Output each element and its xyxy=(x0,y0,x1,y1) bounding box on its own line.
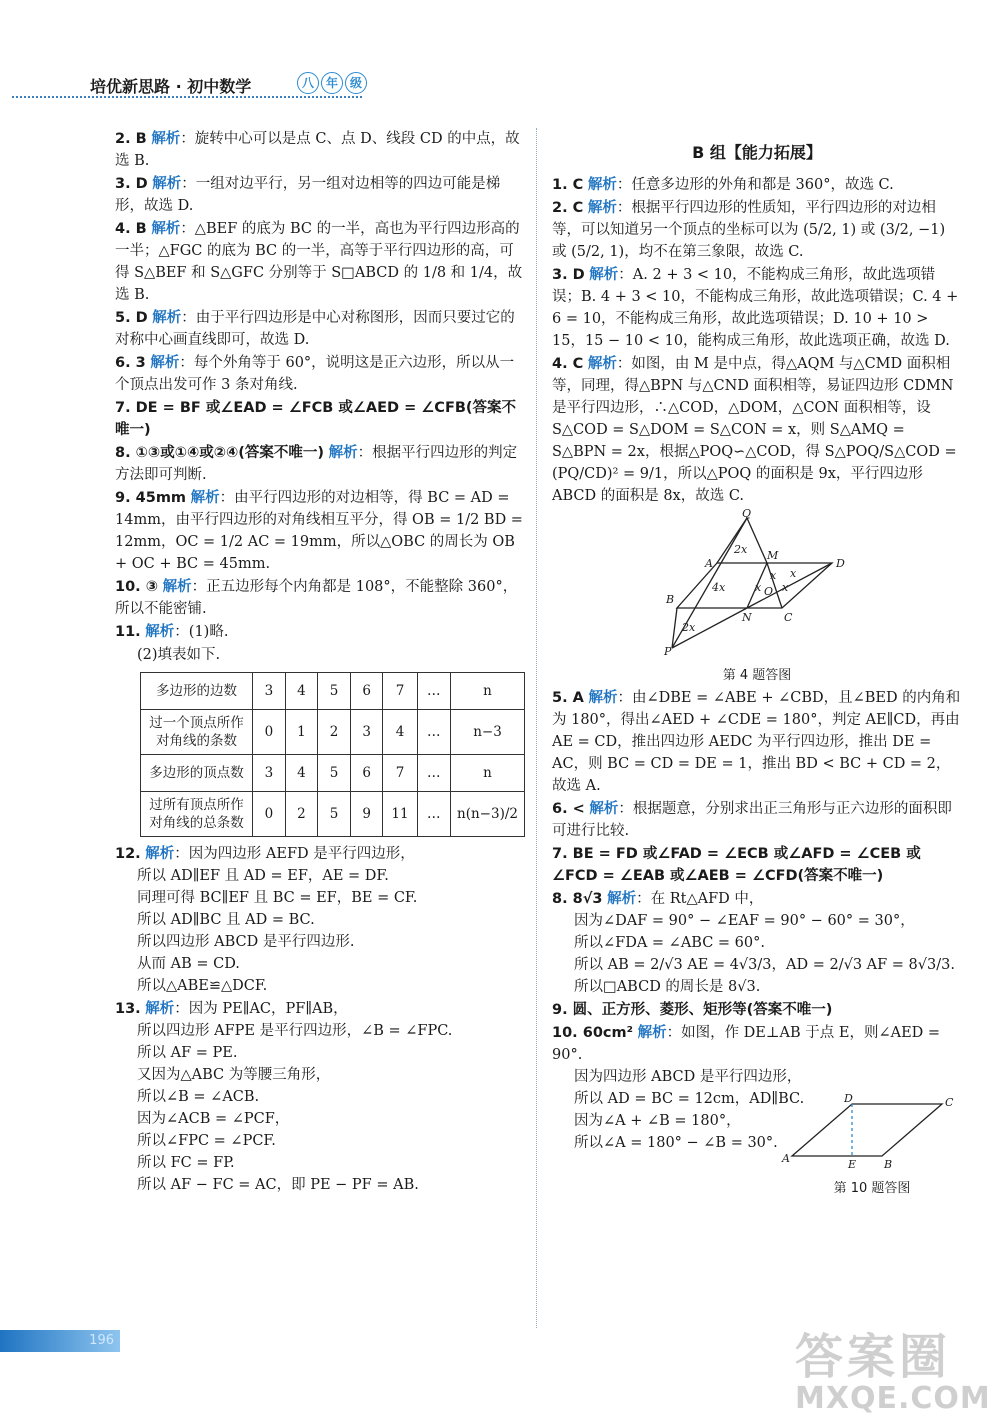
answer-text: ：△BEF 的底为 BC 的一半，高也为平行四边形高的一半；△FGC 的底为 BC 的一半，高等于平行四边形的高，可得 S△BEF 和 S△GFC 分别等于 S□ABCD 的 1/8 和 1/4，故选 B. xyxy=(115,221,523,303)
answer-line: 所以∠A = 180° − ∠B = 30°. xyxy=(574,1135,778,1151)
analysis-keyword: 解析 xyxy=(637,1025,667,1041)
answer-text: ：A. 2 + 3 < 10，不能构成三角形，故此选项错误；B. 4 + 3 < 10，不能构成三角形，故此选项错误；C. 4 + 6 = 10，不能构成三角形，故此选项错误；D. 10 + 10 > 15，15 − 10 < 10，能构成三角形，故此选项正确，故选 D. xyxy=(552,267,959,349)
page-number: 196 xyxy=(0,1330,120,1352)
answer-number: 8. 8√3 xyxy=(552,891,603,907)
answer-number: 4. C xyxy=(552,356,584,372)
answer-item xyxy=(115,173,525,217)
row-header: 过一个顶点所作对角线的条数 xyxy=(141,710,253,755)
grade-badge xyxy=(297,72,367,94)
answer-line: 因为∠A + ∠B = 180°， xyxy=(574,1113,741,1129)
right-answers xyxy=(552,174,962,507)
fig10-label: E xyxy=(848,1158,857,1171)
table-cell: … xyxy=(417,673,450,710)
answer-number: 7. DE = BF 或∠EAD = ∠FCB 或∠AED = ∠CFB(答案不唯一) xyxy=(115,400,517,438)
table-cell: 3 xyxy=(253,755,286,792)
table-cell: 5 xyxy=(318,755,351,792)
answer-line: 所以 FC = FP. xyxy=(137,1155,235,1171)
answer-number: 4. B xyxy=(115,221,147,237)
answer-line: 所以 AF − FC = AC，即 PE − PF = AB. xyxy=(137,1177,419,1193)
answer-number: 11. xyxy=(115,624,141,640)
answer-item xyxy=(552,197,962,263)
fig4-label: N xyxy=(742,611,752,624)
table-intro: (2)填表如下. xyxy=(137,647,221,663)
answer-line: 所以∠B = ∠ACB. xyxy=(137,1089,260,1105)
answer-line: ：因为 PE∥AC，PF∥AB， xyxy=(174,1001,348,1017)
table-cell: 4 xyxy=(285,755,318,792)
answer-number: 5. A xyxy=(552,690,584,706)
answer-line: 从而 AB = CD. xyxy=(137,956,240,972)
answer-number: 2. C xyxy=(552,200,584,216)
fig10-label: A xyxy=(782,1152,790,1165)
analysis-keyword: 解析 xyxy=(152,310,182,326)
table-cell: n xyxy=(451,673,525,710)
table-cell: 3 xyxy=(350,710,383,755)
answer-number: 6. 3 xyxy=(115,355,146,371)
answer-number: 13. xyxy=(115,1001,141,1017)
answer-line: ：因为四边形 AEFD 是平行四边形， xyxy=(174,846,415,862)
table-row xyxy=(141,673,525,710)
answer-text: ：根据题意，分别求出正三角形与正六边形的面积即可进行比较. xyxy=(552,801,952,839)
answer-number: 12. xyxy=(115,846,141,862)
fig4-area: 2x xyxy=(734,543,748,556)
answer-13 xyxy=(115,998,525,1196)
polygon-table xyxy=(140,672,525,837)
answer-line: ：在 Rt△AFD 中， xyxy=(636,891,764,907)
grade-char: 八 xyxy=(297,72,319,94)
table-cell: 9 xyxy=(350,792,383,837)
section-title: B 组【能力拓展】 xyxy=(692,143,822,162)
fig4-label: O xyxy=(764,585,774,598)
analysis-keyword: 解析 xyxy=(145,846,175,862)
answer-number: 7. BE = FD 或∠FAD = ∠ECB 或∠AFD = ∠CEB 或∠FCD = ∠EAB 或∠AEB = ∠CFD(答案不唯一) xyxy=(552,846,921,884)
table-cell: 4 xyxy=(383,710,417,755)
answer-number: 5. D xyxy=(115,310,148,326)
answer-item xyxy=(115,397,525,441)
answer-lines xyxy=(115,865,525,997)
answer-number: 3. D xyxy=(115,176,148,192)
analysis-keyword: 解析 xyxy=(328,445,358,461)
page-header xyxy=(12,70,392,96)
answer-text: ：任意多边形的外角和都是 360°，故选 C. xyxy=(616,177,894,193)
answer-item xyxy=(115,307,525,351)
analysis-keyword: 解析 xyxy=(588,690,618,706)
answer-text: ：旋转中心可以是点 C、点 D、线段 CD 的中点，故选 B. xyxy=(115,131,520,169)
answer-line: 所以 AF = PE. xyxy=(137,1045,238,1061)
fig4-label: C xyxy=(784,611,793,624)
answer-text: ：(1)略. xyxy=(174,624,229,640)
analysis-keyword: 解析 xyxy=(607,891,637,907)
analysis-keyword: 解析 xyxy=(587,177,617,193)
analysis-keyword: 解析 xyxy=(190,490,220,506)
analysis-keyword: 解析 xyxy=(162,579,192,595)
line-bp xyxy=(672,608,677,648)
answer-number: 3. D xyxy=(552,267,585,283)
answer-item xyxy=(115,218,525,306)
analysis-keyword: 解析 xyxy=(151,221,181,237)
table-cell: 1 xyxy=(285,710,318,755)
fig4-area: 4x xyxy=(712,581,726,594)
answer-text: ：根据平行四边形的判定方法即可判断. xyxy=(115,445,518,483)
answer-number: 10. 60cm² xyxy=(552,1025,633,1041)
fig4-area: x xyxy=(782,581,789,594)
answer-number: 9. 圆、正方形、菱形、矩形等(答案不唯一) xyxy=(552,1002,833,1018)
table-cell: n xyxy=(451,755,525,792)
watermark-logo: 答案圈 xyxy=(795,1329,952,1385)
answer-lines xyxy=(552,910,962,998)
table-cell: 7 xyxy=(383,755,417,792)
answer-8 xyxy=(552,888,962,998)
answer-number: 6. < xyxy=(552,801,585,817)
answer-text: ：由于平行四边形是中心对称图形，因而只要过它的对称中心画直线即可，故选 D. xyxy=(115,310,515,348)
analysis-keyword: 解析 xyxy=(589,801,619,817)
analysis-keyword: 解析 xyxy=(589,267,619,283)
table-cell: 3 xyxy=(253,673,286,710)
column-divider xyxy=(536,128,537,1328)
answer-number: 9. 45mm xyxy=(115,490,187,506)
answer-line: 所以△ABE≌△DCF. xyxy=(137,978,268,994)
grade-char: 级 xyxy=(345,72,367,94)
answer-item xyxy=(552,843,962,887)
figure-4 xyxy=(664,507,962,665)
table-cell: 4 xyxy=(285,673,318,710)
analysis-keyword: 解析 xyxy=(151,131,181,147)
answer-line: 因为∠DAF = 90° − ∠EAF = 90° − 60° = 30°， xyxy=(574,913,915,929)
answer-item xyxy=(115,352,525,396)
answer-10 xyxy=(552,1022,962,1196)
answer-text: ：根据平行四边形的性质知，平行四边形的对边相等，可以知道另一个顶点的坐标可以为 (5/2, 1) 或 (3/2, −1) 或 (5/2, 1)，均不在第三象限，故选 C. xyxy=(552,200,946,260)
left-answers xyxy=(115,128,525,643)
answer-line: 所以□ABCD 的周长是 8√3. xyxy=(574,979,761,995)
fig4-label: D xyxy=(836,557,845,570)
answer-text: ：由平行四边形的对边相等，得 BC = AD = 14mm，由平行四边形的对角线相互平分，得 OB = 1/2 BD = 12mm，OC = 1/2 AC = 19mm，所以△OBC 的周长为 OB + OC + BC = 45mm. xyxy=(115,490,523,572)
figure-4-caption: 第 4 题答图 xyxy=(722,668,792,683)
row-header: 多边形的顶点数 xyxy=(141,755,253,792)
answer-text: ：每个外角等于 60°，说明这是正六边形，所以从一个顶点出发可作 3 条对角线. xyxy=(115,355,515,393)
answer-text: ：由∠DBE = ∠ABE + ∠CBD，且∠BED 的内角和为 180°，得出∠AED + ∠CDE = 180°，判定 AE∥CD，再由 AE = CD，推出四边形 AEDC 为平行四边形，推出 DE = AC，则 BC = CD = DE = 1，推出 BD < BC + CD = 2，故选 A. xyxy=(552,690,961,794)
table-cell: 2 xyxy=(318,710,351,755)
table-cell: 11 xyxy=(383,792,417,837)
table-cell: … xyxy=(417,710,450,755)
answer-line: 因为∠ACB = ∠PCF， xyxy=(137,1111,290,1127)
table-cell: 2 xyxy=(285,792,318,837)
fig10-label: C xyxy=(945,1096,954,1109)
analysis-keyword: 解析 xyxy=(145,1001,175,1017)
answer-9 xyxy=(552,999,962,1021)
left-column xyxy=(115,128,525,1197)
answer-number: 8. ①③或①④或②④(答案不唯一) xyxy=(115,445,325,461)
table-cell: 5 xyxy=(318,792,351,837)
table-cell: … xyxy=(417,792,450,837)
answer-item xyxy=(552,264,962,352)
row-header: 过所有顶点所作对角线的总条数 xyxy=(141,792,253,837)
answer-12 xyxy=(115,843,525,997)
fig4-label: B xyxy=(666,593,675,606)
answer-item xyxy=(552,353,962,507)
fig4-area: 2x xyxy=(682,621,696,634)
answer-number: 10. ③ xyxy=(115,579,159,595)
answer-item xyxy=(552,687,962,797)
row-header: 多边形的边数 xyxy=(141,673,253,710)
analysis-keyword: 解析 xyxy=(152,176,182,192)
analysis-keyword: 解析 xyxy=(587,200,617,216)
header-divider xyxy=(12,96,362,98)
right-answers-2 xyxy=(552,687,962,887)
grade-char: 年 xyxy=(321,72,343,94)
answer-line: 所以∠FDA = ∠ABC = 60°. xyxy=(574,935,765,951)
answer-text: ：一组对边平行，另一组对边相等的四边可能是梯形，故选 D. xyxy=(115,176,501,214)
answer-line: ：如图，作 DE⊥AB 于点 E，则∠AED = 90°. xyxy=(552,1025,941,1063)
figure-10-caption: 第 10 题答图 xyxy=(833,1181,911,1196)
table-cell: 0 xyxy=(253,710,286,755)
right-column xyxy=(552,128,962,1196)
answer-line: 同理可得 BC∥EF 且 BC = EF，BE = CF. xyxy=(137,890,418,906)
table-cell: n−3 xyxy=(451,710,525,755)
table-cell: 0 xyxy=(253,792,286,837)
table-row xyxy=(141,755,525,792)
analysis-keyword: 解析 xyxy=(145,624,175,640)
fig4-area: x xyxy=(790,567,797,580)
table-cell: … xyxy=(417,755,450,792)
answer-lines xyxy=(115,1020,525,1196)
answer-number: 2. B xyxy=(115,131,147,147)
figure-10 xyxy=(782,1092,962,1200)
line-qm xyxy=(747,518,767,563)
table-cell: 6 xyxy=(350,673,383,710)
answer-text: ：正五边形每个内角都是 108°，不能整除 360°，所以不能密铺. xyxy=(115,579,518,617)
fig4-area: x xyxy=(755,581,762,594)
answer-item xyxy=(552,798,962,842)
answer-item xyxy=(115,621,525,643)
analysis-keyword: 解析 xyxy=(587,356,617,372)
answer-number: 1. C xyxy=(552,177,584,193)
fig4-label: M xyxy=(767,549,779,562)
fig4-label: Q xyxy=(742,507,752,520)
table-cell: 7 xyxy=(383,673,417,710)
table-row xyxy=(141,710,525,755)
figure-4-diagram xyxy=(664,507,852,658)
answer-item xyxy=(115,442,525,486)
fig4-label: P xyxy=(664,645,672,658)
answer-item xyxy=(552,174,962,196)
answer-text: ：如图，由 M 是中点，得△AQM 与△CMD 面积相等，同理，得△BPN 与△CND 面积相等，易证四边形 CDMN 是平行四边形，∴△COD，△DOM，△CON 面积相等，设 S△COD = S△DOM = S△CON = x，则 S△AMQ = S△BPN = 2x，根据△POQ∽△COD，得 S△POQ/S△COD = (PQ/CD)² = 9/1，所以△POQ 的面积是 9x，平行四边形 ABCD 的面积是 8x，故选 C. xyxy=(552,356,957,504)
answer-line: 所以四边形 ABCD 是平行四边形. xyxy=(137,934,355,950)
answer-item xyxy=(115,128,525,172)
answer-line: 所以∠FPC = ∠PCF. xyxy=(137,1133,276,1149)
watermark-url: MXQE.COM xyxy=(795,1381,991,1416)
fig4-area: x xyxy=(770,569,777,582)
fig10-label: B xyxy=(884,1158,893,1171)
figure-10-diagram xyxy=(782,1092,962,1171)
answer-line: 因为四边形 ABCD 是平行四边形， xyxy=(574,1069,802,1085)
answer-item xyxy=(115,487,525,575)
table-cell: n(n−3)/2 xyxy=(451,792,525,837)
answer-line: 所以 AB = 2/√3 AE = 4√3/3，AD = 2/√3 AF = 8√3/3. xyxy=(574,957,955,973)
fig10-label: D xyxy=(844,1092,853,1105)
answer-line: 所以 AD∥EF 且 AD = EF，AE = DF. xyxy=(137,868,389,884)
answer-line: 所以四边形 AFPE 是平行四边形，∠B = ∠FPC. xyxy=(137,1023,453,1039)
answer-item xyxy=(115,576,525,620)
table-cell: 6 xyxy=(350,755,383,792)
parallelogram-abcd xyxy=(792,1104,942,1156)
analysis-keyword: 解析 xyxy=(150,355,180,371)
answer-line: 所以 AD∥BC 且 AD = BC. xyxy=(137,912,315,928)
answer-line: 又因为△ABC 为等腰三角形， xyxy=(137,1067,331,1083)
watermark xyxy=(795,1318,995,1416)
table-row xyxy=(141,792,525,837)
answer-line: 所以 AD = BC = 12cm，AD∥BC. xyxy=(574,1091,805,1107)
table-cell: 5 xyxy=(318,673,351,710)
fig4-label: A xyxy=(705,557,713,570)
book-title: 培优新思路 · 初中数学 xyxy=(90,77,252,96)
